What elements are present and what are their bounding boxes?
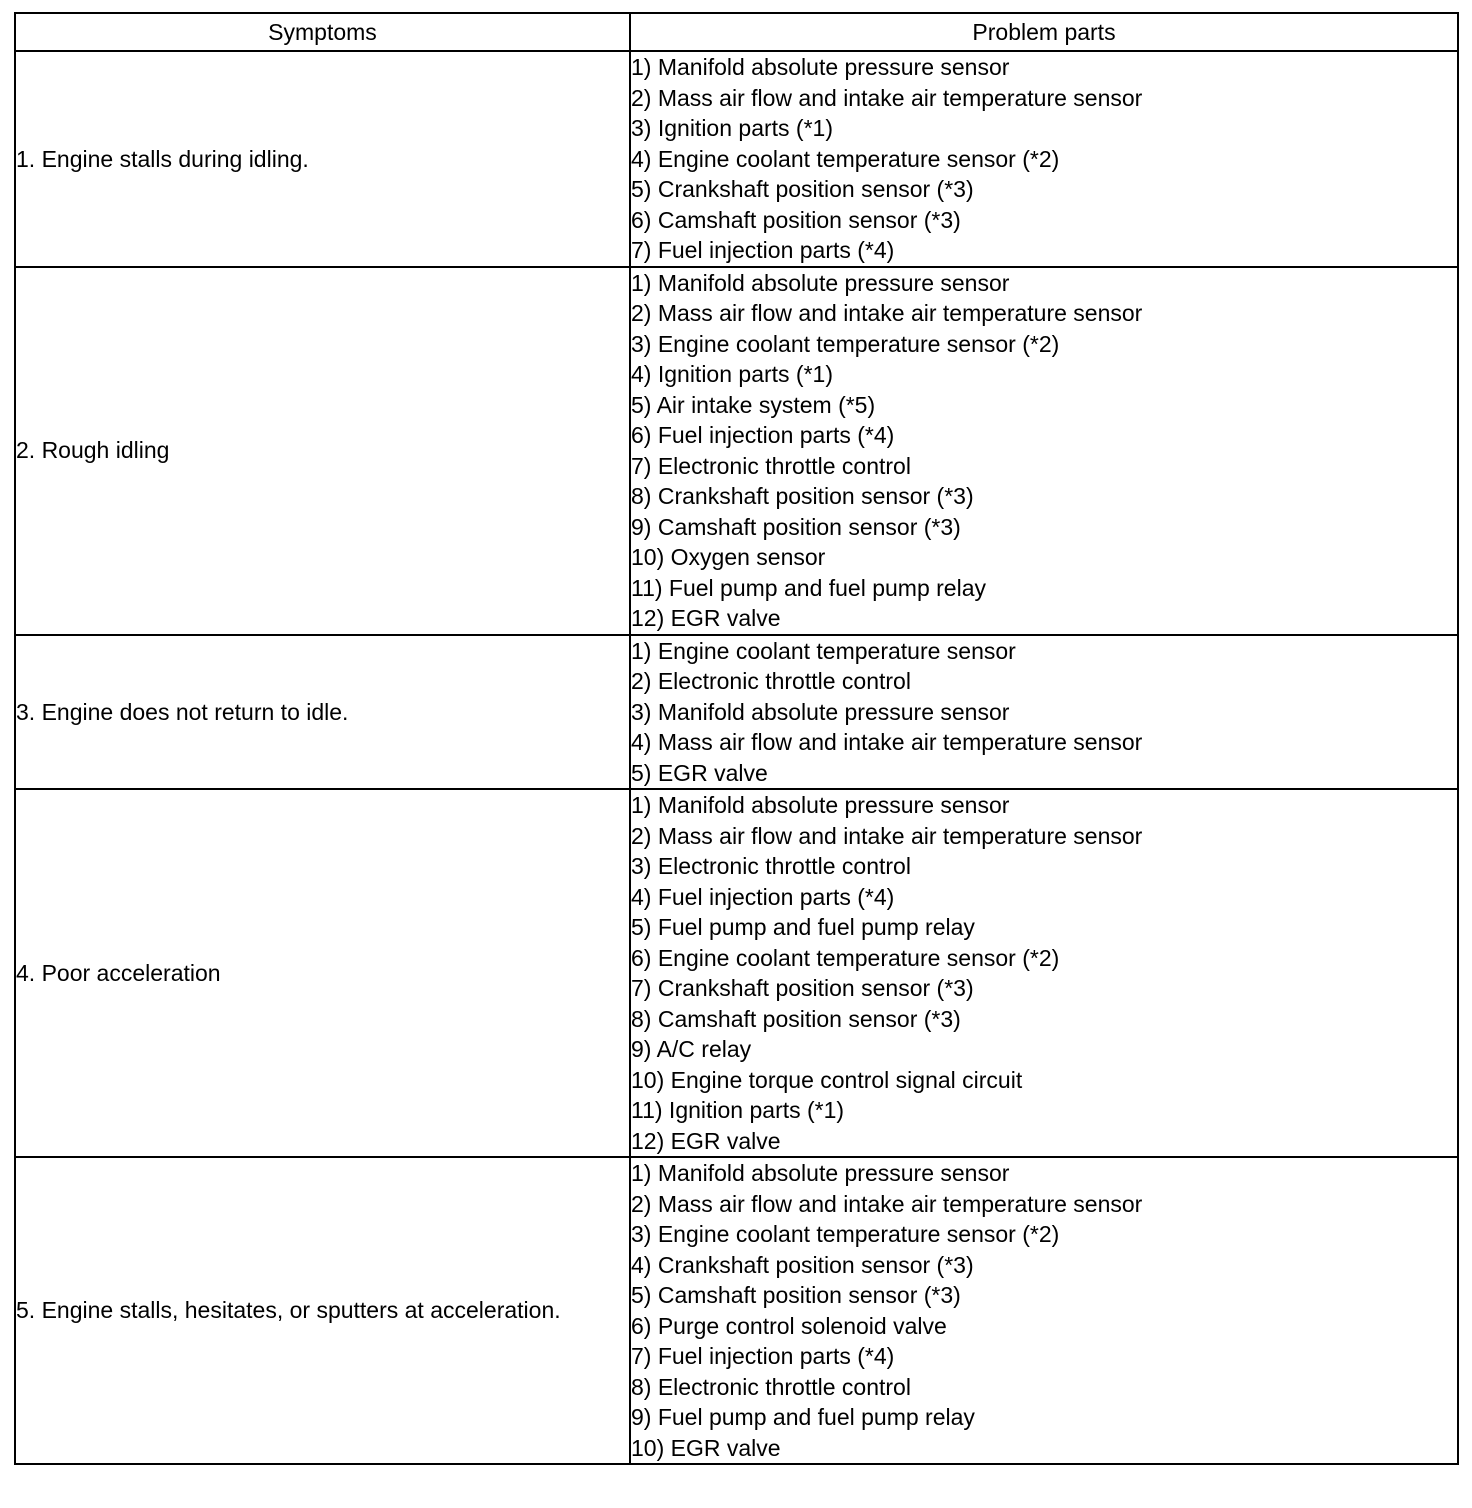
problem-part-item: 6) Engine coolant temperature sensor (*2) [631, 944, 1060, 971]
problem-part-item: 2) Mass air flow and intake air temperature sensor [631, 300, 1143, 326]
table-header-row [15, 13, 1458, 51]
problem-part-item: 1) Manifold absolute pressure sensor [631, 269, 1010, 296]
symptom-cell: 4. Poor acceleration [15, 789, 630, 1157]
problem-part-item: 11) Ignition parts (*1) [631, 1097, 845, 1123]
symptom-cell: 5. Engine stalls, hesitates, or sputters at acceleration. [15, 1157, 630, 1464]
problem-part-item: 4) Ignition parts (*1) [631, 361, 833, 387]
problem-part-item: 8) Crankshaft position sensor (*3) [631, 483, 974, 509]
problem-part-item: 4) Fuel injection parts (*4) [631, 883, 895, 910]
problem-part-item: 7) Electronic throttle control [631, 452, 911, 479]
problem-part-item: 6) Purge control solenoid valve [631, 1312, 947, 1339]
problem-part-item: 2) Mass air flow and intake air temperature sensor [631, 1190, 1143, 1217]
problem-part-item: 5) Air intake system (*5) [631, 391, 876, 418]
problem-part-item: 8) Camshaft position sensor (*3) [631, 1005, 961, 1032]
symptom-cell: 3. Engine does not return to idle. [15, 635, 630, 790]
problem-part-item: 10) Engine torque control signal circuit [631, 1066, 1023, 1093]
problem-part-item: 7) Fuel injection parts (*4) [631, 1343, 895, 1369]
problem-part-item: 1) Manifold absolute pressure sensor [631, 54, 1010, 80]
problem-part-item: 9) Fuel pump and fuel pump relay [631, 1404, 975, 1430]
symptoms-column-header: Symptoms [15, 13, 630, 51]
problem-part-item: 5) Camshaft position sensor (*3) [631, 1282, 961, 1308]
problem-part-item: 1) Manifold absolute pressure sensor [631, 1160, 1010, 1186]
problem-part-item: 1) Manifold absolute pressure sensor [631, 792, 1010, 818]
problem-parts-cell [630, 267, 1458, 635]
problem-part-item: 5) Fuel pump and fuel pump relay [631, 914, 975, 940]
problem-part-item: 3) Engine coolant temperature sensor (*2) [631, 330, 1060, 357]
problem-part-item: 4) Crankshaft position sensor (*3) [631, 1251, 974, 1278]
problem-part-item: 11) Fuel pump and fuel pump relay [631, 574, 986, 601]
problem-part-item: 12) EGR valve [631, 605, 781, 631]
problem-part-item: 3) Engine coolant temperature sensor (*2) [631, 1221, 1060, 1247]
problem-parts-cell [630, 51, 1458, 267]
problem-part-item: 6) Fuel injection parts (*4) [631, 422, 895, 448]
table-body [15, 51, 1458, 1464]
problem-part-item: 4) Mass air flow and intake air temperature sensor [631, 729, 1143, 755]
problem-parts-list [631, 636, 1457, 789]
table-row [15, 1157, 1458, 1464]
table-row [15, 635, 1458, 790]
problem-part-item: 3) Electronic throttle control [631, 853, 911, 879]
problem-part-item: 5) EGR valve [631, 759, 768, 786]
problem-part-item: 2) Electronic throttle control [631, 668, 911, 694]
symptom-cell: 1. Engine stalls during idling. [15, 51, 630, 267]
table-row [15, 51, 1458, 267]
problem-part-item: 3) Manifold absolute pressure sensor [631, 698, 1010, 725]
problem-part-item: 10) Oxygen sensor [631, 544, 826, 570]
problem-part-item: 9) Camshaft position sensor (*3) [631, 513, 961, 540]
symptom-diagnosis-table [14, 12, 1459, 1465]
problem-parts-list [631, 268, 1457, 634]
problem-part-item: 7) Crankshaft position sensor (*3) [631, 975, 974, 1001]
problem-parts-list [631, 1158, 1457, 1463]
problem-part-item: 1) Engine coolant temperature sensor [631, 637, 1016, 664]
problem-part-item: 5) Crankshaft position sensor (*3) [631, 176, 974, 202]
symptom-cell: 2. Rough idling [15, 267, 630, 635]
problem-parts-list [631, 790, 1457, 1156]
problem-part-item: 2) Mass air flow and intake air temperature sensor [631, 84, 1143, 111]
problem-parts-cell [630, 789, 1458, 1157]
problem-part-item: 12) EGR valve [631, 1127, 781, 1154]
problem-part-item: 4) Engine coolant temperature sensor (*2) [631, 145, 1060, 172]
problem-part-item: 6) Camshaft position sensor (*3) [631, 206, 961, 233]
table-row [15, 789, 1458, 1157]
problem-part-item: 10) EGR valve [631, 1434, 781, 1461]
problem-part-item: 3) Ignition parts (*1) [631, 115, 833, 141]
problem-parts-column-header: Problem parts [630, 13, 1458, 51]
problem-part-item: 9) A/C relay [631, 1036, 752, 1062]
problem-part-item: 8) Electronic throttle control [631, 1373, 911, 1400]
problem-part-item: 2) Mass air flow and intake air temperature sensor [631, 822, 1143, 849]
problem-parts-cell [630, 635, 1458, 790]
problem-parts-list [631, 52, 1457, 266]
problem-parts-cell [630, 1157, 1458, 1464]
problem-part-item: 7) Fuel injection parts (*4) [631, 237, 895, 263]
table-row [15, 267, 1458, 635]
